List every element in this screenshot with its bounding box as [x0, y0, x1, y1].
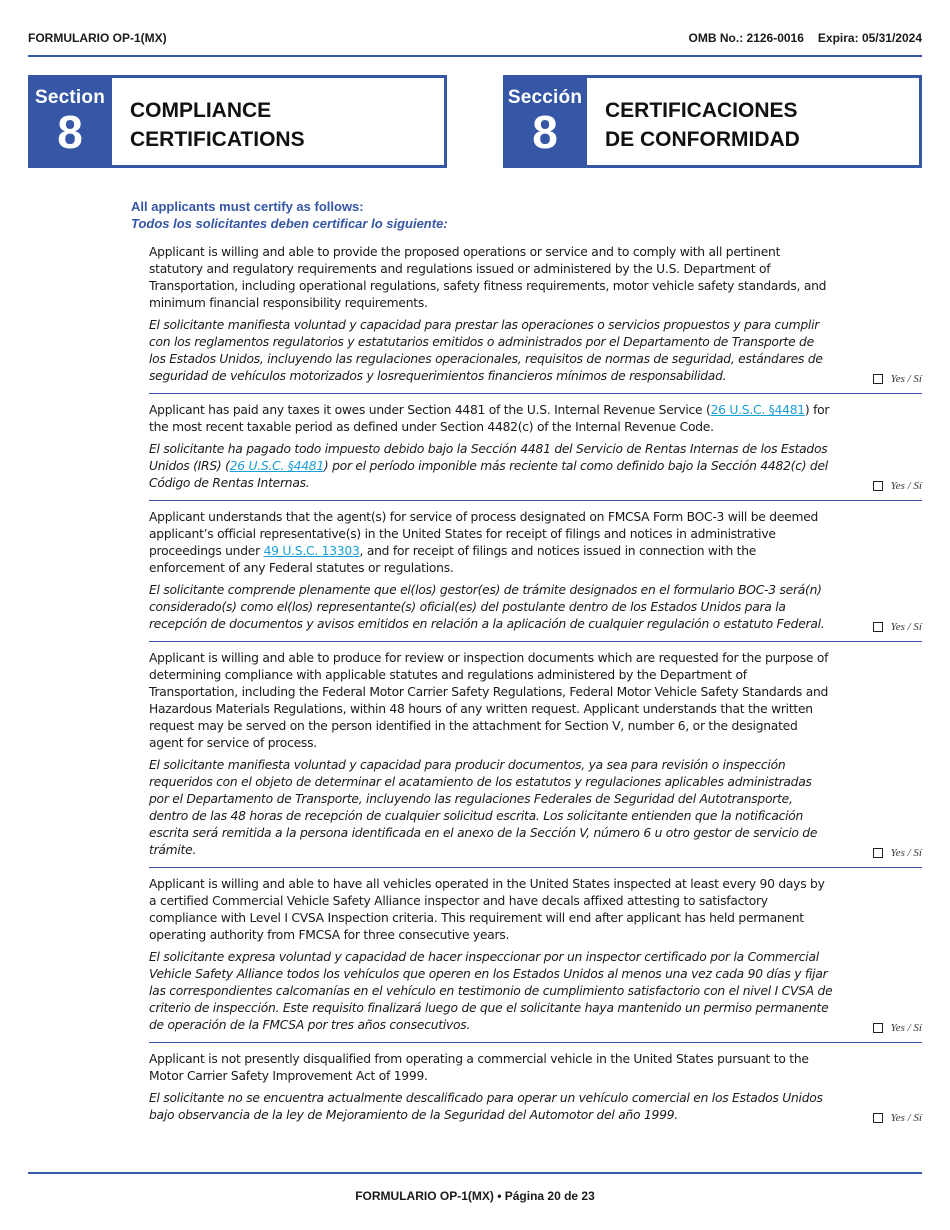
section-title-en-line2: CERTIFICATIONS: [130, 128, 305, 151]
section-number-es: 8: [532, 106, 558, 158]
omb-number: OMB No.: 2126-0016: [688, 31, 804, 45]
checkbox-label: Yes / Sí: [890, 847, 922, 859]
section-header-es: [503, 75, 922, 168]
section-number-en: 8: [57, 106, 83, 158]
intro-es: Todos los solicitantes deben certificar lo siguiente:: [131, 216, 448, 231]
section-title-es-line1: CERTIFICACIONES: [605, 99, 798, 122]
checkbox[interactable]: [873, 1113, 883, 1123]
certification-list: [149, 244, 922, 1140]
section-title-es-line2: DE CONFORMIDAD: [605, 128, 800, 151]
certification-text-es: El solicitante no se encuentra actualmente descalificado para operar un vehículo comercial en los Estados Unidos bajo observancia de la ley de Mejoramiento de la Seguridad del Automotor del año 1999.: [149, 1091, 823, 1122]
certification-checkbox-3[interactable]: [873, 621, 922, 633]
checkbox[interactable]: [873, 1023, 883, 1033]
header-divider: [28, 55, 922, 57]
certification-text-es: [149, 441, 833, 492]
section-title-en: [112, 78, 305, 165]
certification-text-en: Applicant is willing and able to have all vehicles operated in the United States inspected at least every 90 days by a certified Commercial Vehicle Safety Alliance inspector and have decals affixed attesting to satisfactory compliance with Level I CVSA Inspection criteria. This requirement will end after applicant has held permanent operating authority from FMCSA for three consecutive years.: [149, 877, 825, 942]
section-title-es: [587, 78, 800, 165]
footer-divider: [28, 1172, 922, 1174]
text-segment: Applicant understands that the agent(s) for service of process designated on FMCSA Form BOC-3 will be deemed applicant’s official representative(s) in the United States for receipt of filings and notices in administrative proceedings under: [149, 510, 819, 558]
certification-text-es: El solicitante comprende plenamente que el(los) gestor(es) de trámite designados en el formulario BOC-3 será(n) considerado(s) como el(los) representante(s) oficial(es) del postulante dentro de los Estados Unidos para la recepción de documentos y avisos emitidos en relación a la aplicación de cualquier regulación o estatuto Federal.: [149, 583, 825, 631]
certification-item-6: [149, 1051, 922, 1132]
checkbox[interactable]: [873, 481, 883, 491]
checkbox-label: Yes / Sí: [890, 480, 922, 492]
text-segment: ) por el período imponible más reciente tal como definido bajo la Sección 4482(c) del Código de Rentas Internas.: [149, 459, 828, 490]
certification-text-es: El solicitante manifiesta voluntad y capacidad para prestar las operaciones o servicios propuestos y para cumplir con los reglamentos regulatorios y estatutarios emitidos o administrados por el Departamento de Transporte de los Estados Unidos, incluyendo las regulaciones operacionales, requisitos de normas de seguridad, estándares de seguridad de vehículos motorizados y losrequerimientos financieros mínimos de responsabilidad.: [149, 318, 823, 383]
form-name: FORMULARIO OP-1(MX): [28, 31, 167, 45]
certification-text-es: El solicitante expresa voluntad y capacidad de hacer inspeccionar por un inspector certificado por la Commercial Vehicle Safety Alliance todos los vehículos que operen en los Estados Unidos al menos una vez cada 90 días y fijar las correspondientes calcomanías en el vehículo en testimonio de cumplimiento satisfactorio con el nivel I CVSA de criterio de inspección. Este requisito finalizará luego de que el solicitante haya mantenido un permiso permanente de operación de la FMCSA por tres años consecutivos.: [149, 950, 833, 1032]
section-badge-es: [503, 75, 587, 168]
checkbox-label: Yes / Sí: [890, 1022, 922, 1034]
text-segment: El solicitante ha pagado todo impuesto debido bajo la Sección 4481 del Servicio de Rentas Internas de los Estados Unidos (IRS) (: [149, 442, 828, 473]
intro: [131, 198, 448, 232]
usc-4481-link[interactable]: 26 U.S.C. §4481: [710, 403, 805, 417]
certification-item-3: [149, 509, 922, 642]
usc-13303-link[interactable]: 49 U.S.C. 13303: [263, 544, 360, 558]
certification-item-5: [149, 876, 922, 1043]
intro-en: All applicants must certify as follows:: [131, 199, 364, 214]
section-header-en: [28, 75, 447, 168]
certification-item-1: [149, 244, 922, 394]
certification-text-en: Applicant is willing and able to produce for review or inspection documents which are requested for the purpose of determining compliance with applicable statutes and regulations administered by the Department of Transportation, including the Federal Motor Carrier Safety Regulations, Federal Motor Vehicle Safety Standards and Hazardous Materials Regulations, within 48 hours of any written request. Applicant understands that the written request may be served on the person identified in the attachment for Section V, number 6, or the designated agent for service of process.: [149, 651, 829, 750]
certification-text-en: [149, 402, 833, 436]
certification-text-en: [149, 509, 833, 577]
omb-info: [689, 31, 922, 45]
text-segment: ) for the most recent taxable period as defined under Section 4482(c) of the Internal Revenue Code.: [149, 403, 830, 434]
checkbox-label: Yes / Sí: [890, 1112, 922, 1124]
checkbox[interactable]: [873, 622, 883, 632]
checkbox-label: Yes / Sí: [890, 373, 922, 385]
certification-text-es: El solicitante manifiesta voluntad y capacidad para producir documentos, ya sea para revisión o inspección requeridos con el objeto de determinar el acatamiento de los estatutos y regulaciones aplicables administradas por el Departamento de Transporte, incluyendo las regulaciones Federales de Seguridad del Autotransporte, dentro de las 48 horas de recepción de cualquier solicitud escrita. Los solicitante entienden que la notificación escrita será remitida a la persona identificada en el anexo de la Sección V, número 6 u otro gestor de servicio de trámite.: [149, 758, 818, 857]
certification-item-4: [149, 650, 922, 868]
text-segment: Applicant has paid any taxes it owes under Section 4481 of the U.S. Internal Revenue Service (: [149, 403, 711, 417]
certification-text-en: Applicant is not presently disqualified from operating a commercial vehicle in the United States pursuant to the Motor Carrier Safety Improvement Act of 1999.: [149, 1052, 809, 1083]
section-badge-en: [28, 75, 112, 168]
certification-checkbox-6[interactable]: [873, 1112, 922, 1124]
checkbox[interactable]: [873, 374, 883, 384]
certification-item-2: [149, 402, 922, 501]
certification-checkbox-5[interactable]: [873, 1022, 922, 1034]
certification-checkbox-4[interactable]: [873, 847, 922, 859]
certification-checkbox-1[interactable]: [873, 373, 922, 385]
text-segment: , and for receipt of filings and notices issued in connection with the enforcement of any Federal statutes or regulations.: [149, 544, 757, 575]
section-title-en-line1: COMPLIANCE: [130, 99, 272, 122]
checkbox-label: Yes / Sí: [890, 621, 922, 633]
certification-checkbox-2[interactable]: [873, 480, 922, 492]
certification-text-en: Applicant is willing and able to provide the proposed operations or service and to comply with all pertinent statutory and regulatory requirements and regulations issued or administered by the U.S. Department of Transportation, including operational regulations, safety fitness requirements, motor vehicle safety standards, and minimum financial responsibility requirements.: [149, 245, 827, 310]
checkbox[interactable]: [873, 848, 883, 858]
section-label-en: Section: [34, 87, 106, 108]
page-footer: FORMULARIO OP-1(MX) • Página 20 de 23: [355, 1189, 595, 1203]
section-label-es: Sección: [507, 87, 583, 108]
usc-4481-link[interactable]: 26 U.S.C. §4481: [229, 459, 324, 473]
expiration-date: Expira: 05/31/2024: [817, 31, 922, 45]
